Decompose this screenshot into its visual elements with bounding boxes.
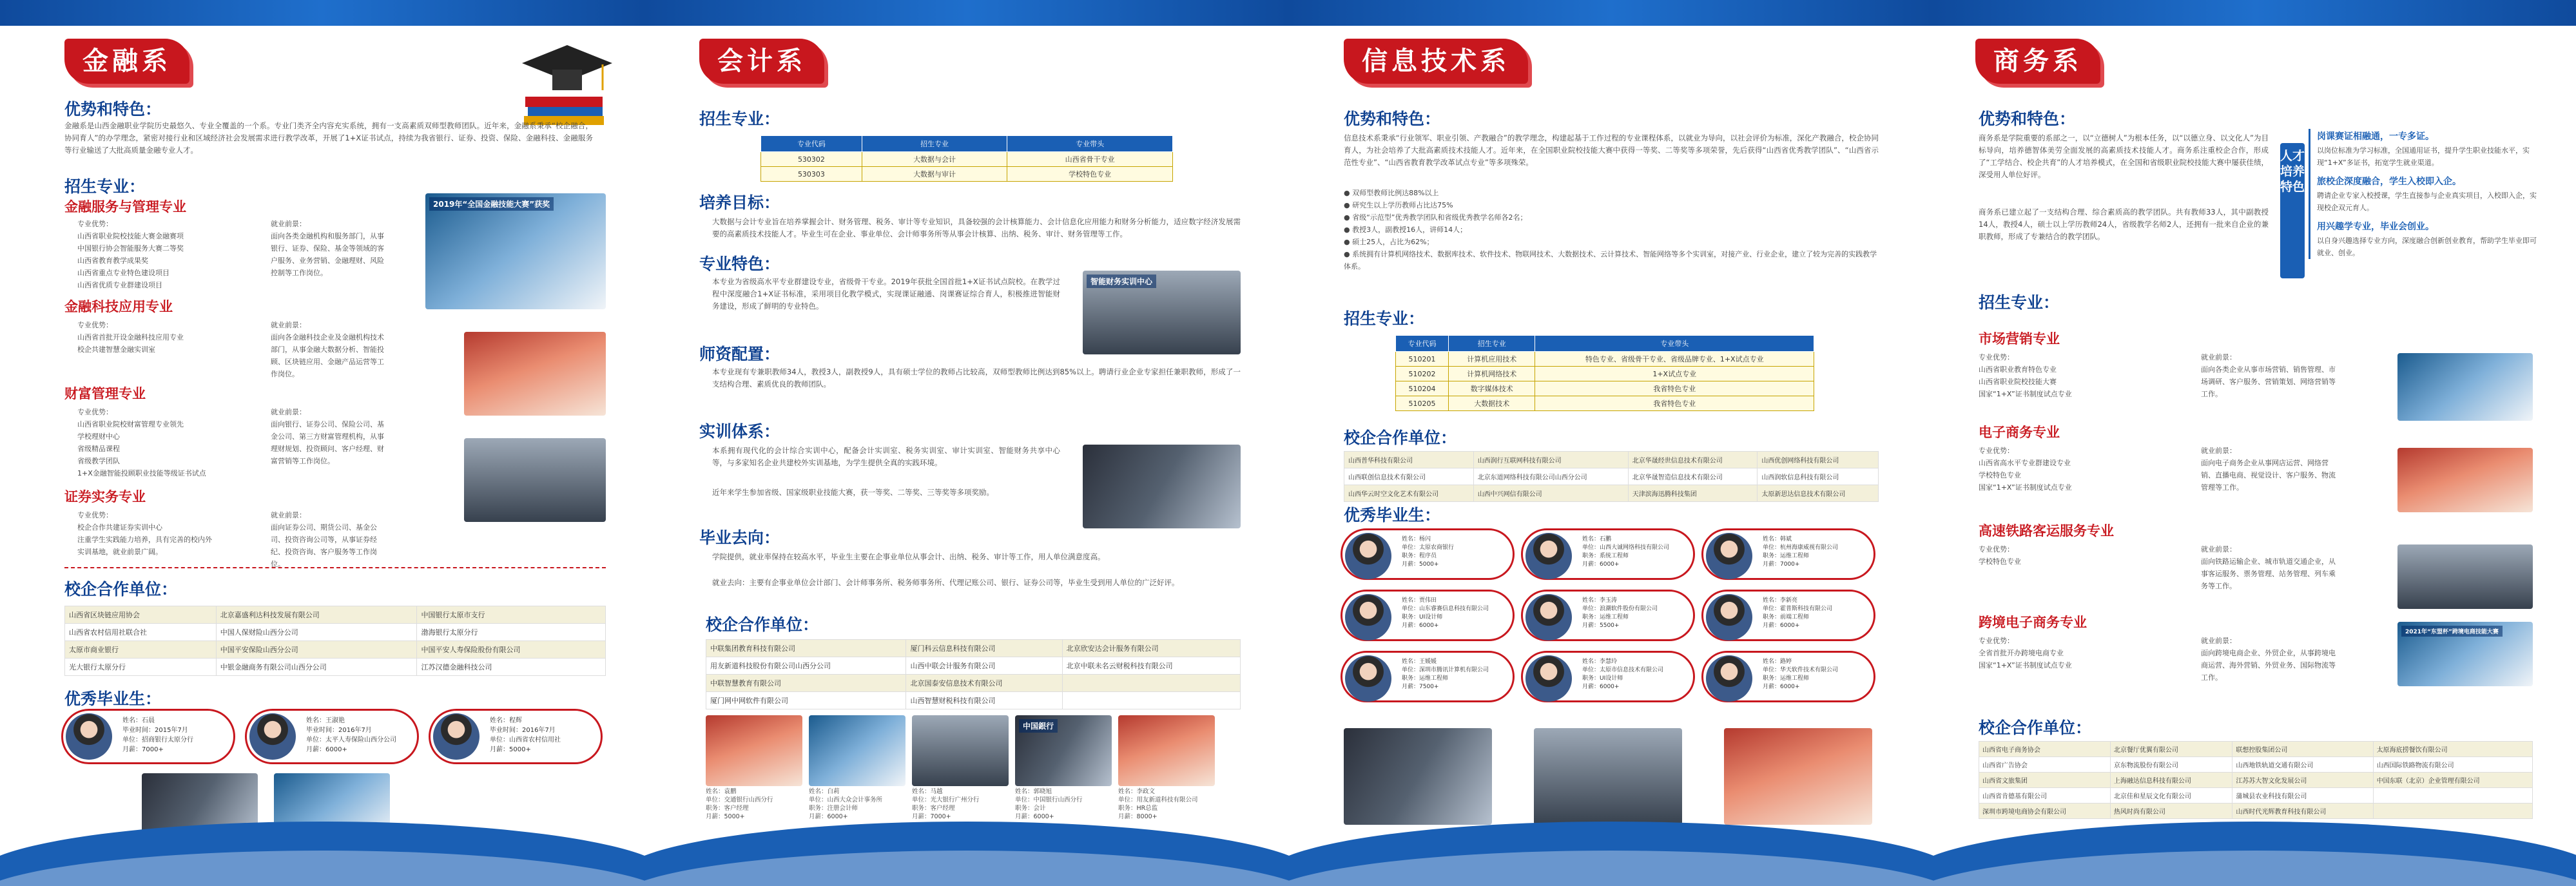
table-cell: 太原新思达信息技术有限公司 [1758, 485, 1879, 502]
table-row [1396, 336, 1814, 352]
graduate-info: 姓名：杨闪 单位：太原农商银行 职务：程序员 月薪：5000+ [1402, 536, 1455, 568]
table-cell: 山西省肯德基有限公司 [1979, 788, 2111, 804]
major-photo [2397, 544, 2533, 609]
job-text-2: 就业去向：主要有企事业单位会计部门、会计师事务所、税务师事务所、代理记账公司、银行、证券公司等，毕业生受到用人单位的广泛好评。 [712, 578, 1179, 587]
major-title: 证券实务专业 [64, 489, 146, 505]
table-row [65, 606, 606, 624]
table-cell: 北京东道网络科技有限公司山西分公司 [1473, 468, 1628, 485]
table-cell: 北京嘉盛利达科技发展有限公司 [216, 606, 417, 624]
table-header-cell: 专业带头 [1535, 336, 1814, 352]
major-advantage: 专业优势： 山西省首批开设金融科技应用专业 校企共建智慧金融实训室 [77, 321, 184, 354]
graduate-info: 姓名：白莉 单位：山西大众会计事务所 职务：注册会计师 月薪：6000+ [809, 788, 883, 820]
table-cell: 数字媒体技术 [1449, 381, 1535, 396]
top-bar [0, 0, 644, 26]
graduate-info: 姓名：李新亮 单位：霍普斯科技有限公司 职务：前端工程师 月薪：6000+ [1763, 597, 1833, 629]
advantage-text-2: 商务系已建立起了一支结构合理、综合素质高的教学团队。共有教师33人，其中副教授14人，教授4人，硕士以上学历教师24人，省级教学名师2人，还拥有一批来自企业的兼职教师，形成了专兼结合的教学团队。 [1979, 207, 2269, 241]
table-cell: 京东物流股份有限公司 [2110, 757, 2232, 773]
table-cell: 大数据与审计 [862, 167, 1007, 182]
lab-photo [1534, 728, 1682, 825]
table-row [761, 167, 1173, 182]
feature-heading: 专业特色： [699, 255, 780, 273]
table-cell: 山西润行互联网科技有限公司 [1473, 452, 1628, 468]
major-prospect: 就业前景： 面向证券公司、期货公司、基金公司、投资咨询公司等，从事证券经纪、投资咨询、客户服务等工作岗位。 [271, 511, 377, 568]
table-cell: 学校特色专业 [1007, 167, 1173, 182]
graduate-photo [809, 715, 905, 786]
major-title: 财富管理专业 [64, 386, 146, 401]
table-cell [2373, 804, 2532, 819]
table-cell: 中国人保财险山西分公司 [216, 624, 417, 641]
avatar [1525, 655, 1572, 702]
graduate-card [1701, 528, 1875, 580]
advantage-text: 金融系是山西金融职业学院历史最悠久、专业全覆盖的一个系。专业门类齐全内容充实系统，拥有一支高素质双师型教师团队。近年来，金融系秉承“校企融合，协同育人”的办学理念，紧密对接行业和区域经济社会发展需求进行教学改革，开展了1+X证书试点，持续为我省银行、证券、投资、保险、金融科技、金融服务等行业输送了大批高质量金融专业人才。 [64, 121, 593, 155]
graduate-card [429, 709, 603, 764]
table-cell: 山西时代光辉教育科技有限公司 [2232, 804, 2373, 819]
table-cell: 中国银行太原市支行 [417, 606, 606, 624]
graduate-info: 姓名：韩斌 单位：杭州海康威视有限公司 职务：运维工程师 月薪：7000+ [1763, 536, 1839, 568]
table-cell: 山西国际铁路物流有限公司 [2373, 757, 2532, 773]
table-cell: 深圳市跨境电商协会有限公司 [1979, 804, 2111, 819]
enroll-heading: 招生专业： [699, 110, 780, 128]
advantage-heading: 优势和特色： [64, 100, 162, 119]
graduates-heading: 优秀毕业生： [1344, 506, 1441, 525]
top-bar [1933, 0, 2576, 26]
photo-caption: 智能财务实训中心 [1087, 274, 1156, 288]
major-advantage: 专业优势： 山西省高水平专业群建设专业 学校特色专业 国家“1+X”证书制度试点专业 [1979, 447, 2072, 492]
avatar [1525, 533, 1572, 579]
avatar [1525, 594, 1572, 640]
table-cell: 山西中联会计服务有限公司 [906, 657, 1062, 675]
major-photo [2397, 353, 2533, 421]
table-row [1396, 352, 1814, 367]
table-row [1396, 381, 1814, 396]
graduate-card [1341, 590, 1515, 641]
major-prospect: 就业前景： 面向各金融科技企业及金融机构技术部门，从事金融大数据分析、智能投顾、区块链应用、金融产品运营等工作岗位。 [271, 321, 384, 378]
graduate-card [1701, 651, 1875, 702]
facts-list [1344, 187, 1879, 273]
table-cell: 1+X试点专业 [1535, 367, 1814, 381]
goal-heading: 培养目标： [699, 193, 780, 212]
table-header-cell: 招生专业 [1449, 336, 1535, 352]
table-cell [1062, 675, 1240, 692]
table-row [761, 136, 1173, 152]
graduate-card [1701, 590, 1875, 641]
avatar [1706, 655, 1752, 702]
major-title: 市场营销专业 [1979, 331, 2060, 347]
avatar [1345, 655, 1391, 702]
feature-text: 以岗位标准为学习标准，全国通用证书，提升学生职业技能水平，实现“1+X”多证书，拓宽学生就业渠道。 [2317, 146, 2530, 167]
feature-text: 聘请企业专家入校授课，学生直接参与企业真实项目，入校即入企，实现校企双元育人。 [2317, 191, 2537, 212]
coop-table [1344, 451, 1879, 502]
goal-text: 大数据与会计专业旨在培养掌握会计、财务管理、税务、审计等专业知识，具备较强的会计核算能力、会计信息化应用能力和财务分析能力，适应数字经济发展需要的高素质技术技能人才。毕业生可在企业、事业单位、会计师事务所等从事会计核算、出纳、税务、审计、财务管理等工作。 [712, 217, 1241, 238]
table-cell: 江苏苏大智文化发展公司 [2232, 773, 2373, 788]
table-cell: 北京中联未名云财税科技有限公司 [1062, 657, 1240, 675]
coop-heading: 校企合作单位： [1979, 718, 2092, 737]
photo-caption: 2019年“全国金融技能大赛”获奖 [429, 197, 554, 211]
coop-table [706, 639, 1241, 709]
graduate-card [245, 709, 419, 764]
fact-item: ● 省级“示范型”优秀教学团队和省级优秀教学名师各2名； [1344, 213, 1527, 222]
top-bar [1289, 0, 1933, 26]
major-advantage: 专业优势： 山西省职业院校技能大赛金融赛项 中国银行协会智能服务大赛二等奖 山西省教育教学成果奖 山西省重点专业特色建设项目 山西省优质专业群建设项目 [77, 220, 184, 289]
major-title: 跨境电子商务专业 [1979, 615, 2087, 630]
table-cell: 大数据与会计 [862, 152, 1007, 167]
graduation-cap-icon [519, 39, 615, 129]
job-heading: 毕业去向： [699, 528, 780, 547]
major-prospect: 就业前景： 面向铁路运输企业、城市轨道交通企业，从事客运服务、票务管理、站务管理、列车乘务等工作。 [2201, 545, 2336, 590]
major-advantage: 专业优势： 学校特色专业 [1979, 545, 2021, 566]
avatar [433, 713, 479, 760]
award-photo [425, 193, 606, 309]
graduates-heading: 优秀毕业生： [64, 689, 162, 708]
feature-heading: 用兴趣学专业，毕业会创业。 [2317, 222, 2434, 232]
table-cell: 山西地铁轨道交通有限公司 [2232, 757, 2373, 773]
graduate-photo [1015, 715, 1112, 786]
table-cell: 北京欣安达会计服务有限公司 [1062, 640, 1240, 657]
table-row [65, 624, 606, 641]
table-cell: 北京佳和星辰文化有限公司 [2110, 788, 2232, 804]
lab-photo [1344, 728, 1492, 825]
table-cell: 中国东联（北京）企业管理有限公司 [2373, 773, 2532, 788]
table-cell: 510204 [1396, 381, 1449, 396]
photo-caption: 2021年“东盟杯”跨境电商技能大赛 [2401, 626, 2503, 637]
table-row [1344, 452, 1879, 468]
table-cell: 中国平安人寿保险股份有限公司 [417, 641, 606, 659]
table-cell: 山西润软信息科技有限公司 [1758, 468, 1879, 485]
table-cell: 北京餐厅优翼有限公司 [2110, 742, 2232, 757]
table-cell: 我省特色专业 [1535, 396, 1814, 411]
table-cell: 山西省文旅集团 [1979, 773, 2111, 788]
table-cell: 计算机应用技术 [1449, 352, 1535, 367]
table-cell: 山西省广告协会 [1979, 757, 2111, 773]
table-row [1396, 396, 1814, 411]
graduate-card [1521, 528, 1695, 580]
it-title: 信息技术系 [1344, 39, 1528, 84]
table-row [65, 659, 606, 676]
table-cell: 热风时尚有限公司 [2110, 804, 2232, 819]
finance-panel [0, 0, 644, 886]
table-cell: 北京华晟智造信息技术有限公司 [1628, 468, 1758, 485]
major-prospect: 就业前景： 面向各类金融机构和服务部门，从事银行、证券、保险、基金等领域的客户服务、业务营销、金融理财、风险控制等工作岗位。 [271, 220, 384, 277]
accounting-panel [644, 0, 1289, 886]
fact-item: ● 研究生以上学历教师占比达75% [1344, 201, 1453, 209]
it-panel [1289, 0, 1933, 886]
enroll-heading: 招生专业： [64, 177, 146, 196]
ceremony-photo [464, 332, 606, 416]
graduate-info: 姓名：王媛媛 单位：深圳市腾讯计算机有限公司 职务：运维工程师 月薪：7500+ [1402, 659, 1489, 690]
graduate-card [61, 709, 235, 764]
table-row [761, 152, 1173, 167]
graduate-card [1341, 528, 1515, 580]
major-title: 金融服务与管理专业 [64, 199, 186, 215]
table-cell: 计算机网络技术 [1449, 367, 1535, 381]
advantage-text: 商务系是学院重要的系部之一，以“立德树人”为根本任务，以“以德立身、以文化人”为目标导向，培养德智体美劳全面发展的高素质技术技能人才。商务系注重校企合作，形成了“工学结合、校企共育”的人才培养模式，在全国和省级职业院校技能大赛中屡获佳绩，深受用人单位好评。 [1979, 133, 2269, 179]
table-row [706, 675, 1241, 692]
table-cell: 厦门科云信息科技有限公司 [906, 640, 1062, 657]
coop-heading: 校企合作单位： [706, 615, 819, 634]
coop-table [64, 606, 606, 676]
table-cell: 510202 [1396, 367, 1449, 381]
table-cell: 蒲城县农业科技有限公司 [2232, 788, 2373, 804]
classroom-photo [464, 438, 606, 522]
table-cell [1062, 692, 1240, 709]
advantage-text: 信息技术系秉承“行业领军、职业引领、产教融合”的教学理念，构建起基于工作过程的专业课程体系，以就业为导向，以社会评价为标准，深化产教融合，校企协同育人，为社会培养了大批高素质技术技能人才。近年来，在全国职业院校技能大赛中获得一等奖、二等奖等多项荣誉，先后获得“山西省优秀教学团队”、“山西省示范性专业”、“山西省教育教学改革试点专业”等多项殊荣。 [1344, 133, 1879, 167]
table-cell: 联想控股集团公司 [2232, 742, 2373, 757]
table-header-cell: 招生专业 [862, 136, 1007, 152]
graduate-info: 姓名：路婷 单位：华天软件技术有限公司 职务：运维工程师 月薪：6000+ [1763, 659, 1839, 690]
table-cell: 太原海底捞餐饮有限公司 [2373, 742, 2532, 757]
table-cell: 山西省农村信用社联合社 [65, 624, 217, 641]
table-cell: 上海融达信息科技有限公司 [2110, 773, 2232, 788]
major-advantage: 专业优势： 山西省职业教育特色专业 山西省职业院校技能大赛 国家“1+X”证书制度试点专业 [1979, 353, 2072, 398]
table-cell: 山西普华科技有限公司 [1344, 452, 1474, 468]
table-cell: 中国平安保险山西分公司 [216, 641, 417, 659]
major-title: 高速铁路客运服务专业 [1979, 523, 2114, 539]
feature-list [2309, 129, 2541, 259]
major-prospect: 就业前景： 面向银行、证券公司、保险公司、基金公司、第三方财富管理机构，从事理财规划、投资顾问、客户经理、财富营销等工作岗位。 [271, 408, 384, 465]
business-panel [1933, 0, 2576, 886]
train-text: 本系拥有现代化的会计综合实训中心，配备会计实训室、税务实训室、审计实训室、智能财务共享中心等，与多家知名企业共建校外实训基地，为学生提供全真的实践环境。 [712, 446, 1060, 467]
table-row [706, 640, 1241, 657]
feature-heading: 岗课赛证相融通，一专多证。 [2317, 131, 2434, 142]
coop-table [1979, 741, 2533, 819]
table-row [706, 692, 1241, 709]
table-row [1344, 468, 1879, 485]
talent-feature-badge: 人才培养特色 [2280, 143, 2305, 278]
table-cell: 大数据技术 [1449, 396, 1535, 411]
fact-item: ● 系统拥有计算机网络技术、数据库技术、软件技术、物联网技术、大数据技术、云计算技术、智能网络等多个实训室，对接产业、行业企业，建立了较为完善的实践教学体系。 [1344, 250, 1877, 271]
graduate-card [1521, 590, 1695, 641]
graduate-info: 姓名：郭晓旭 单位：中国银行山西分行 职务：会计 月薪：6000+ [1015, 788, 1083, 820]
teacher-heading: 师资配置： [699, 345, 780, 363]
job-text: 学院提供，就业率保持在较高水平，毕业生主要在企事业单位从事会计、出纳、税务、审计等工作，用人单位满意度高。 [712, 552, 1105, 561]
advantage-heading: 优势和特色： [1344, 110, 1441, 128]
table-cell: 中联集团教育科技有限公司 [706, 640, 906, 657]
table-row [1344, 485, 1879, 502]
graduate-info: 姓名：马越 单位：光大银行广州分行 职务：客户经理 月薪：7000+ [912, 788, 980, 820]
train-heading: 实训体系： [699, 422, 780, 441]
graduate-card [1521, 651, 1695, 702]
avatar [66, 713, 112, 760]
table-cell: 山西省骨干专业 [1007, 152, 1173, 167]
graduate-info: 姓名：李玉涛 单位：浪潮软件股份有限公司 职务：运维工程师 月薪：5500+ [1582, 597, 1658, 629]
table-cell: 山西优创网络科技有限公司 [1758, 452, 1879, 468]
table-cell [2373, 788, 2532, 804]
enroll-heading: 招生专业： [1344, 309, 1425, 328]
table-row [1979, 742, 2533, 757]
table-cell: 江苏汉德金融科技公司 [417, 659, 606, 676]
avatar [1706, 533, 1752, 579]
graduate-info: 姓名：李政文 单位：用友新道科技有限公司 职务：HR总监 月薪：8000+ [1118, 788, 1198, 820]
graduate-info: 姓名：袁鹏 单位：交通银行山西分行 职务：客户经理 月薪：5000+ [706, 788, 773, 820]
table-row [1979, 804, 2533, 819]
graduate-info: 姓名：贾伟田 单位：山东睿赛信息科技有限公司 职务：UI设计师 月薪：6000+ [1402, 597, 1489, 629]
coop-heading: 校企合作单位： [64, 580, 178, 599]
fact-item: ● 教授3人，副教授16人，讲师14人； [1344, 226, 1467, 234]
coop-heading: 校企合作单位： [1344, 429, 1457, 447]
table-cell: 山西省电子商务协会 [1979, 742, 2111, 757]
major-title: 金融科技应用专业 [64, 299, 173, 314]
major-table [760, 135, 1173, 182]
graduate-photo [912, 715, 1009, 786]
avatar [249, 713, 296, 760]
avatar [1345, 533, 1391, 579]
table-header-cell: 专业代码 [761, 136, 862, 152]
lab-photo [1724, 728, 1872, 825]
finance-title: 金融系 [64, 39, 189, 84]
bank-sign: 中国銀行 [1019, 719, 1058, 733]
table-cell: 山西智慧财税科技有限公司 [906, 692, 1062, 709]
teacher-text: 本专业现有专兼职教师34人，教授3人，副教授9人，具有硕士学位的教师占比较高，双师型教师比例达到85%以上。聘请行业企业专家担任兼职教师，形成了一支结构合理、素质优良的教师团队。 [712, 367, 1241, 389]
advantage-heading: 优势和特色： [1979, 110, 2076, 128]
train-text-2: 近年来学生参加省级、国家级职业技能大赛，获一等奖、二等奖、三等奖等多项奖励。 [712, 488, 994, 497]
major-photo [2397, 448, 2533, 512]
feature-text: 以自身兴趣选择专业方向，深度融合创新创业教育，帮助学生毕业即可就业、创业。 [2317, 236, 2537, 257]
major-photo [2397, 622, 2533, 686]
major-prospect: 就业前景： 面向电子商务企业从事网店运营、网络营销、直播电商、视觉设计、客户服务、物流管理等工作。 [2201, 447, 2336, 492]
table-cell: 510205 [1396, 396, 1449, 411]
table-cell: 530303 [761, 167, 862, 182]
table-row [1979, 757, 2533, 773]
divider [64, 567, 606, 568]
fact-item: ● 硕士25人，占比为62%； [1344, 238, 1434, 246]
table-cell: 我省特色专业 [1535, 381, 1814, 396]
avatar [1345, 594, 1391, 640]
table-row [706, 657, 1241, 675]
table-cell: 用友新道科技股份有限公司山西分公司 [706, 657, 906, 675]
table-cell: 中联智慧教育有限公司 [706, 675, 906, 692]
major-advantage: 专业优势： 全省首批开办跨境电商专业 国家“1+X”证书制度试点专业 [1979, 637, 2072, 669]
table-cell: 山西华云时空文化艺术有限公司 [1344, 485, 1474, 502]
graduate-info: 姓名：李慧玲 单位：太原市信息技术有限公司 职务：UI设计师 月薪：6000+ [1582, 659, 1664, 690]
graduate-photo [1118, 715, 1215, 786]
major-title: 电子商务专业 [1979, 425, 2060, 440]
feature-text: 本专业为省级高水平专业群建设专业，省级骨干专业。2019年获批全国首批1+X证书试点院校。在教学过程中深度融合1+X证书标准，采用项目化教学模式，实现课证融通、岗课赛证综合育人，积极推进智能财务建设，形成了鲜明的专业特色。 [712, 277, 1060, 311]
table-cell: 北京华晟经世信息技术有限公司 [1628, 452, 1758, 468]
fact-item: ● 双师型教师比例达88%以上 [1344, 189, 1439, 197]
table-cell: 山西省区块链应用协会 [65, 606, 217, 624]
table-cell: 光大银行太原分行 [65, 659, 217, 676]
graduate-info: 姓名：石鹏 单位：山西大诚网络科技有限公司 职务：系统工程师 月薪：6000+ [1582, 536, 1670, 568]
table-cell: 厦门网中网软件有限公司 [706, 692, 906, 709]
table-cell: 北京国泰安信息技术有限公司 [906, 675, 1062, 692]
table-cell: 太原市商业银行 [65, 641, 217, 659]
major-advantage: 专业优势： 校企合作共建证券实训中心 注重学生实践能力培养，具有完善的校内外实训基地，就业前景广阔。 [77, 511, 212, 556]
table-cell: 天津滨海迅腾科技集团 [1628, 485, 1758, 502]
table-row [65, 641, 606, 659]
graduate-info: 姓名：王淑艳 毕业时间：2016年7月 单位：太平人寿保险山西分公司 月薪：6000+ [306, 717, 396, 753]
major-table [1395, 335, 1814, 411]
table-cell: 渤海银行太原分行 [417, 624, 606, 641]
table-row [1979, 788, 2533, 804]
graduate-card [1341, 651, 1515, 702]
computer-lab-photo [1083, 445, 1241, 528]
major-prospect: 就业前景： 面向各类企业从事市场营销、销售管理、市场调研、客户服务、营销策划、网络营销等工作。 [2201, 353, 2336, 398]
table-header-cell: 专业代码 [1396, 336, 1449, 352]
graduate-photo [706, 715, 802, 786]
major-prospect: 就业前景： 面向跨境电商企业、外贸企业，从事跨境电商运营、海外营销、外贸业务、国际物流等工作。 [2201, 637, 2336, 682]
top-bar [644, 0, 1289, 26]
table-row [1979, 773, 2533, 788]
table-row [1396, 367, 1814, 381]
graduate-info: 姓名：程辉 毕业时间：2016年7月 单位：山西省农村信用社 月薪：5000+ [490, 717, 561, 753]
graduate-info: 姓名：石晨 毕业时间：2015年7月 单位：招商银行太原分行 月薪：7000+ [122, 717, 193, 753]
enroll-heading: 招生专业： [1979, 293, 2060, 312]
table-header-cell: 专业带头 [1007, 136, 1173, 152]
accounting-title: 会计系 [699, 39, 824, 84]
table-cell: 510201 [1396, 352, 1449, 367]
feature-heading: 旅校企深度融合，学生入校即入企。 [2317, 177, 2461, 187]
table-cell: 山西中兴网信有限公司 [1473, 485, 1628, 502]
major-advantage: 专业优势： 山西省职业院校财富管理专业领先 学校理财中心 省级精品课程 省级教学团队 1+X金融智能投顾职业技能等级证书试点 [77, 408, 206, 477]
table-cell: 530302 [761, 152, 862, 167]
table-cell: 特色专业、省级骨干专业、省级品牌专业、1+X试点专业 [1535, 352, 1814, 367]
business-title: 商务系 [1975, 39, 2100, 84]
table-cell: 山西联创信息技术有限公司 [1344, 468, 1474, 485]
training-center-photo [1083, 271, 1241, 354]
avatar [1706, 594, 1752, 640]
table-cell: 中银金融商务有限公司山西分公司 [216, 659, 417, 676]
